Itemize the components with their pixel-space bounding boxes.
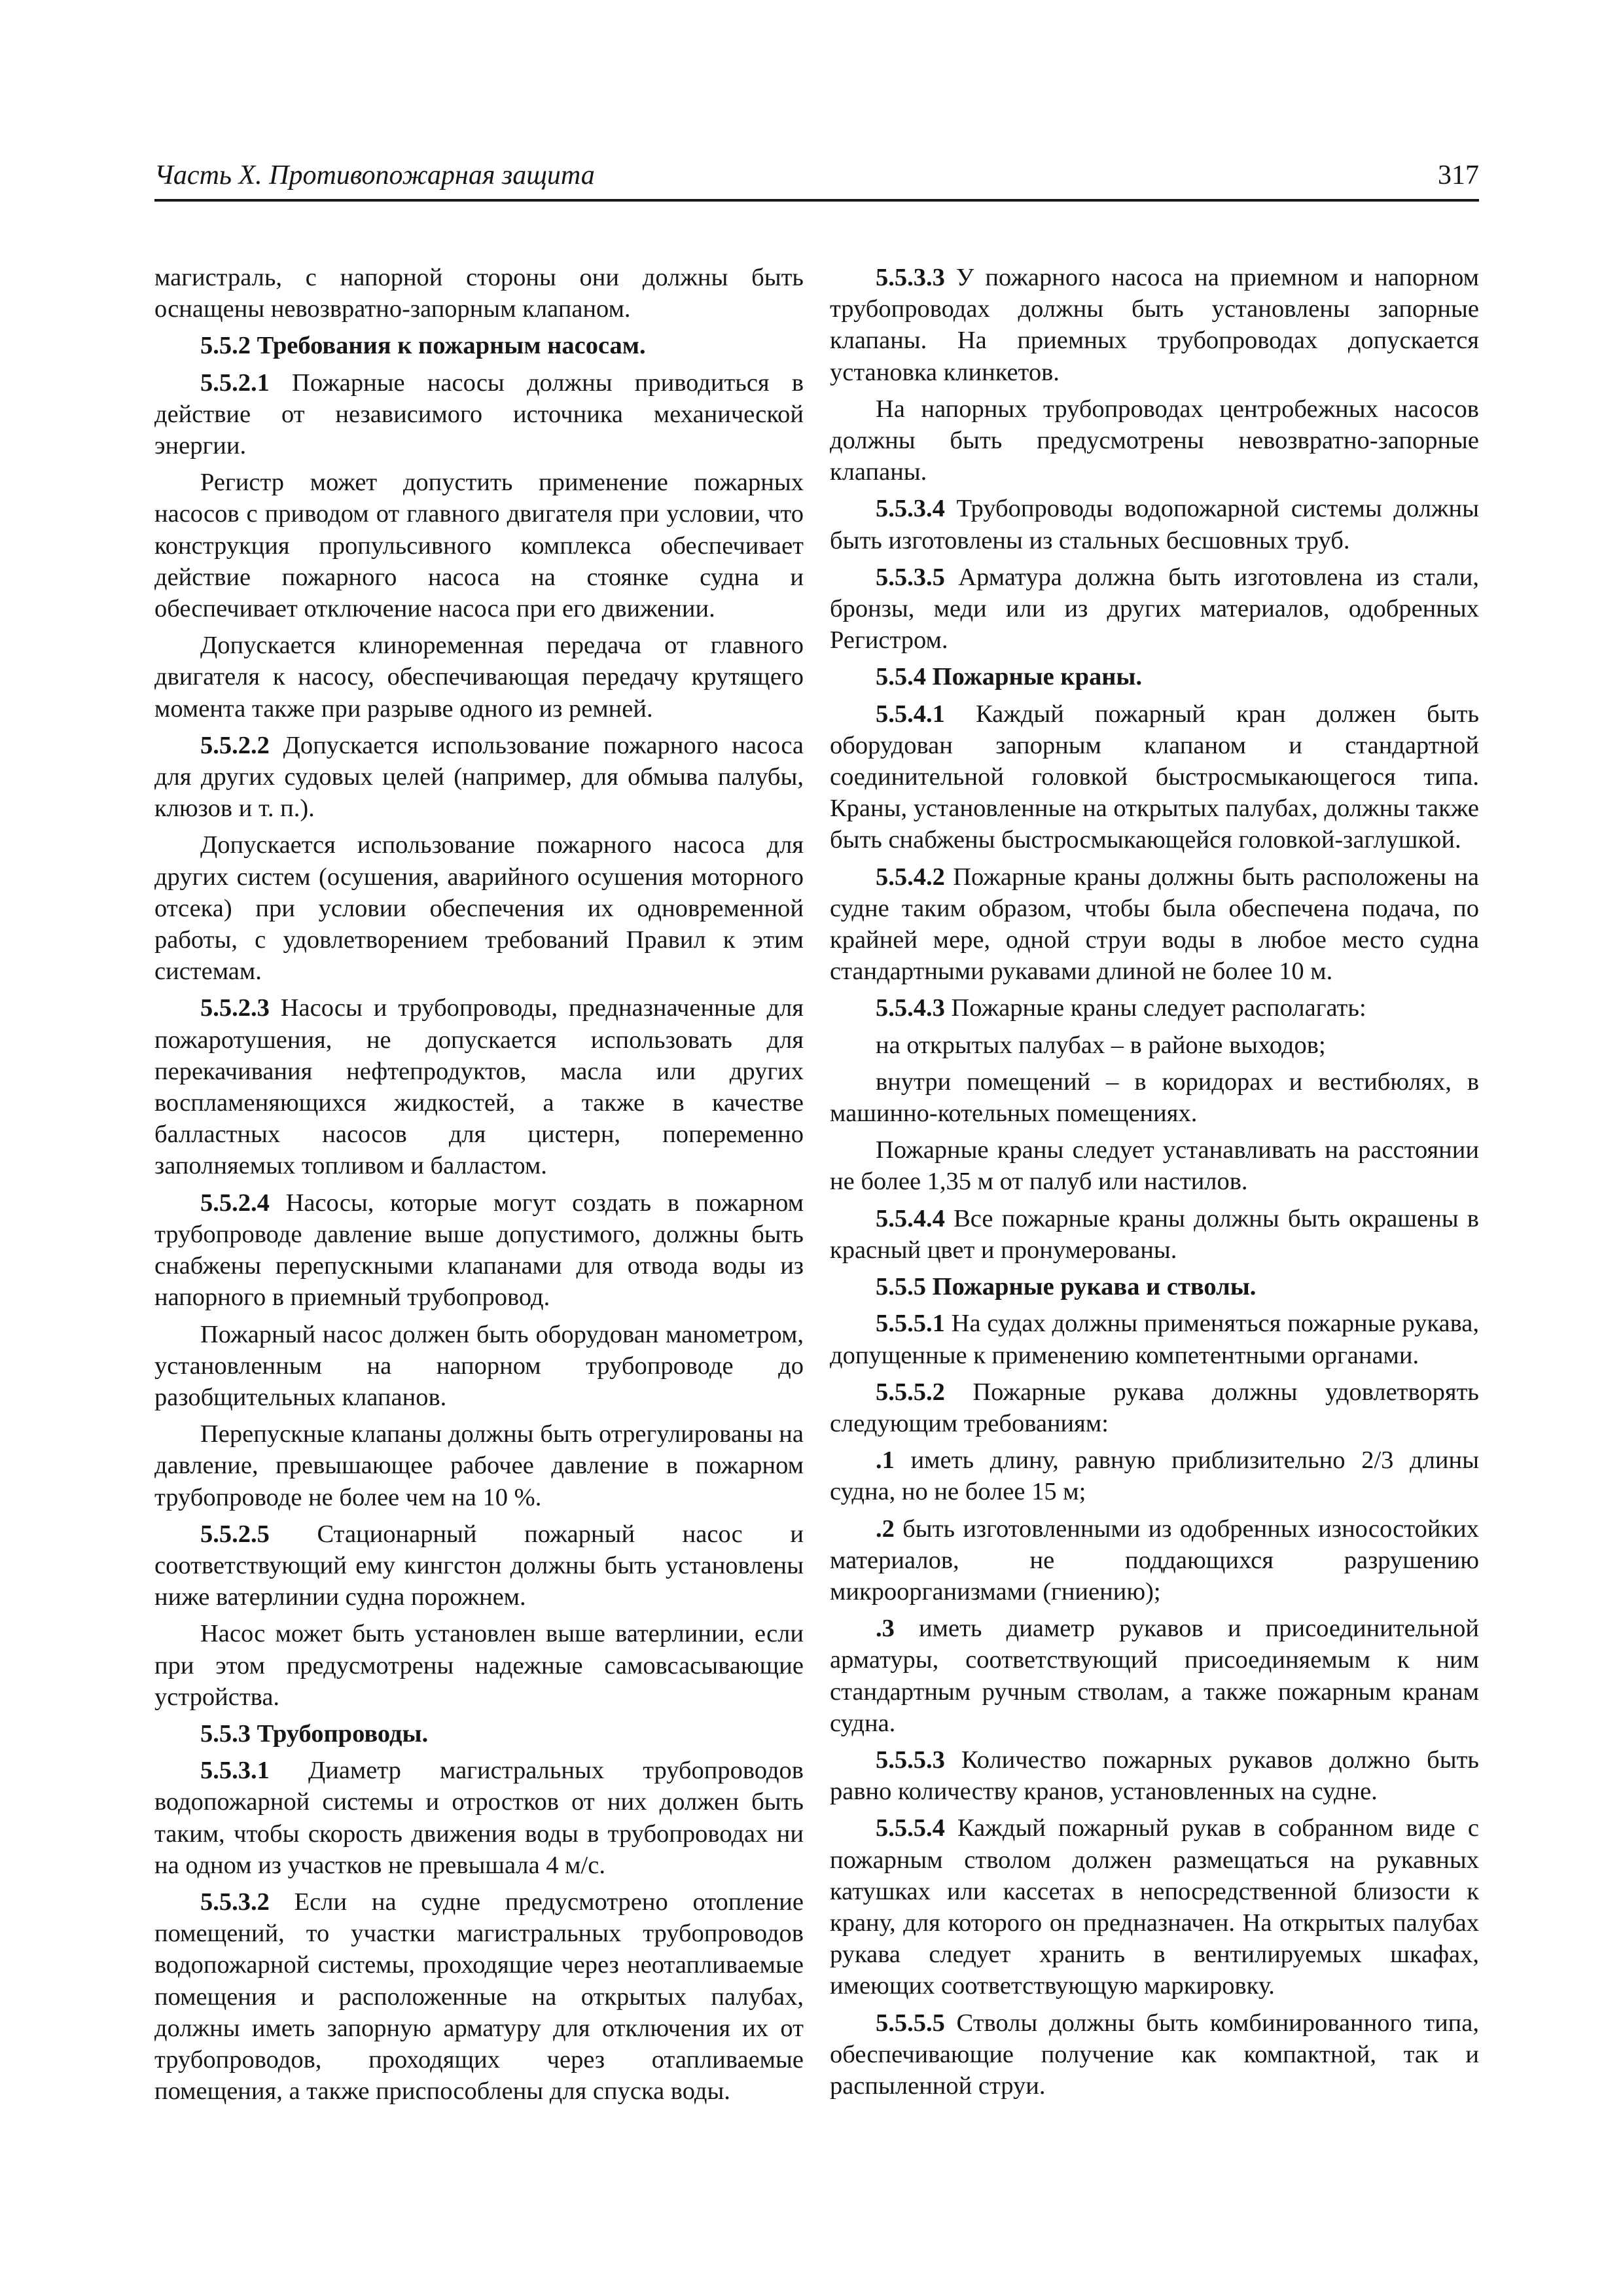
- paragraph-text: Насосы и трубопроводы, предназначенные для пожаротушения, не допускается использовать для перекачивания нефтепродуктов, масла или других воспламеняющихся жидкостей, а также в качестве балластных насосов для цистерн, попеременно заполняемых топливом и балластом.: [154, 994, 804, 1180]
- paragraph-text: Пожарный насос должен быть оборудован манометром, установленным на напорном трубопроводе до разобщительных клапанов.: [154, 1320, 804, 1411]
- clause-number: 5.5.5.4: [876, 1814, 945, 1842]
- clause-number: .3: [876, 1615, 895, 1643]
- page-number: 317: [1438, 160, 1479, 190]
- paragraph: [830, 1066, 1479, 1129]
- paragraph-text: Перепускные клапаны должны быть отрегулированы на давление, превышающее рабочее давление в пожарном трубопроводе не более чем на 10 %.: [154, 1420, 804, 1511]
- paragraph-text: быть изготовленными из одобренных износостойких материалов, не поддающихся разрушению микроорганизмами (гниению);: [830, 1515, 1479, 1605]
- clause-number: 5.5.2.5: [200, 1520, 270, 1548]
- paragraph-text: Если на судне предусмотрено отопление помещений, то участки магистральных трубопроводов водопожарной системы, проходящие через неотапливаемые помещения и расположенные на открытых палубах, должны иметь запорную арматуру для отключения их от трубопроводов, проходящих через отапливаемые помещения, а также приспособлены для спуска воды.: [154, 1888, 804, 2106]
- paragraph-text: Пожарные насосы должны приводиться в действие от независимого источника механической энергии.: [154, 368, 804, 460]
- clause-number: .2: [876, 1515, 895, 1543]
- paragraph: [154, 367, 804, 462]
- paragraph-text: магистраль, с напорной стороны они должны быть оснащены невозвратно-запорным клапаном.: [154, 264, 804, 323]
- paragraph: [830, 262, 1479, 388]
- paragraph-text: Допускается использование пожарного насоса для других систем (осушения, аварийного осушения моторного отсека) при условии обеспечения их одновременной работы, с удовлетворением требований Правил к этим системам.: [154, 831, 804, 986]
- paragraph: [830, 1376, 1479, 1439]
- paragraph: [830, 562, 1479, 656]
- paragraph-text: Стационарный пожарный насос и соответствующий ему кингстон должны быть установлены ниже ватерлинии судна порожнем.: [154, 1520, 804, 1611]
- paragraph: [154, 1755, 804, 1881]
- right-column: [830, 262, 1479, 2107]
- paragraph: [154, 1319, 804, 1414]
- paragraph-text: Количество пожарных рукавов должно быть равно количеству кранов, установленных на судне.: [830, 1746, 1479, 1806]
- paragraph-text: Пожарные краны должны быть расположены на судне таким образом, чтобы была обеспечена подача, по крайней мере, одной струи воды в любое место судна стандартными рукавами длиной не более 10 м.: [830, 863, 1479, 986]
- running-header: [154, 154, 1479, 202]
- paragraph-text: Стволы должны быть комбинированного типа, обеспечивающие получение как компактной, так и распыленной струи.: [830, 2009, 1479, 2100]
- paragraph: [154, 1418, 804, 1513]
- paragraph-text: внутри помещений – в коридорах и вестибюлях, в машинно-котельных помещениях.: [830, 1067, 1479, 1128]
- clause-number: 5.5.2.4: [200, 1189, 270, 1217]
- paragraph: [154, 467, 804, 624]
- clause-number: 5.5.3.2: [200, 1888, 270, 1916]
- paragraph-text: На напорных трубопроводах центробежных насосов должны быть предусмотрены невозвратно-запорные клапаны.: [830, 395, 1479, 486]
- paragraph: [154, 730, 804, 825]
- clause-number: 5.5.5.3: [876, 1746, 945, 1774]
- paragraph: [830, 1513, 1479, 1608]
- clause-number: 5.5.5.2: [876, 1378, 945, 1406]
- paragraph: [154, 630, 804, 725]
- paragraph-text: на открытых палубах – в районе выходов;: [876, 1031, 1326, 1059]
- paragraph: [830, 2007, 1479, 2102]
- clause-number: 5.5.4.2: [876, 863, 945, 891]
- paragraph: [830, 1744, 1479, 1807]
- paragraph-text: Пожарные рукава должны удовлетворять следующим требованиям:: [830, 1378, 1479, 1437]
- paragraph: [830, 1203, 1479, 1266]
- paragraph-text: Пожарные краны следует располагать:: [944, 994, 1366, 1022]
- paragraph: [154, 262, 804, 325]
- paragraph: [830, 861, 1479, 988]
- paragraph-text: Трубопроводы водопожарной системы должны быть изготовлены из стальных бесшовных труб.: [830, 495, 1479, 554]
- paragraph: [830, 393, 1479, 488]
- paragraph: [830, 1444, 1479, 1507]
- paragraph: [830, 493, 1479, 556]
- clause-number: 5.5.3.4: [876, 495, 945, 523]
- paragraph-text: Пожарные краны следует устанавливать на расстоянии не более 1,35 м от палуб или настилов.: [830, 1136, 1479, 1196]
- paragraph-text: Каждый пожарный рукав в собранном виде с пожарным стволом должен размещаться на рукавных катушках или кассетах в непосредственной близости к крану, для которого он предназначен. На открытых палубах рукава следует хранить в вентилируемых шкафах, имеющих соответствующую маркировку.: [830, 1814, 1479, 2000]
- clause-number: 5.5.4.3: [876, 994, 945, 1022]
- clause-number: 5.5.2.3: [200, 994, 270, 1022]
- paragraph-text: У пожарного насоса на приемном и напорном трубопроводах должны быть установлены запорные клапаны. На приемных трубопроводах допускается установка клинкетов.: [830, 264, 1479, 386]
- section-heading: 5.5.3 Трубопроводы.: [200, 1719, 429, 1748]
- paragraph-text: Допускается использование пожарного насоса для других судовых целей (например, для обмыва палубы, клюзов и т. п.).: [154, 731, 804, 823]
- running-title: Часть X. Противопожарная защита: [154, 160, 595, 190]
- paragraph: [830, 1613, 1479, 1739]
- left-column: [154, 262, 804, 2112]
- clause-number: 5.5.4.4: [876, 1204, 945, 1232]
- paragraph: [830, 1308, 1479, 1371]
- clause-number: 5.5.5.1: [876, 1310, 945, 1338]
- clause-number: .1: [876, 1446, 895, 1475]
- paragraph-text: Все пожарные краны должны быть окрашены в красный цвет и пронумерованы.: [830, 1204, 1479, 1264]
- paragraph-text: Насосы, которые могут создать в пожарном трубопроводе давление выше допустимого, должны быть снабжены перепускными клапанами для отвода воды из напорного в приемный трубопровод.: [154, 1189, 804, 1312]
- clause-number: 5.5.3.5: [876, 563, 945, 591]
- clause-number: 5.5.2.1: [200, 368, 270, 397]
- paragraph-text: Диаметр магистральных трубопроводов водопожарной системы и отростков от них должен быть таким, чтобы скорость движения воды в трубопроводах ни на одном из участков не превышала 4 м/с.: [154, 1757, 804, 1879]
- paragraph: [830, 698, 1479, 856]
- paragraph: [830, 1134, 1479, 1197]
- paragraph: [154, 1518, 804, 1613]
- paragraph: [154, 1886, 804, 2107]
- paragraph-text: иметь диаметр рукавов и присоединительной арматуры, соответствующий присоединяемым к ним стандартным ручным стволам, а также пожарным кранам судна.: [830, 1615, 1479, 1737]
- paragraph-text: Насос может быть установлен выше ватерлинии, если при этом предусмотрены надежные самовсасывающие устройства.: [154, 1620, 804, 1711]
- section-heading: 5.5.2 Требования к пожарным насосам.: [200, 332, 646, 360]
- paragraph-text: Арматура должна быть изготовлена из стали, бронзы, меди или из других материалов, одобренных Регистром.: [830, 563, 1479, 655]
- paragraph: [154, 1187, 804, 1314]
- clause-number: 5.5.3.1: [200, 1757, 270, 1785]
- clause-number: 5.5.3.3: [876, 264, 945, 291]
- paragraph-text: иметь длину, равную приблизительно 2/3 длины судна, но не более 15 м;: [830, 1446, 1479, 1506]
- paragraph: [830, 1030, 1479, 1061]
- paragraph-text: На судах должны применяться пожарные рукава, допущенные к применению компетентными органами.: [830, 1310, 1479, 1369]
- paragraph: [154, 829, 804, 987]
- paragraph: [830, 1812, 1479, 2001]
- clause-number: 5.5.5.5: [876, 2009, 945, 2037]
- clause-number: 5.5.4.1: [876, 700, 945, 728]
- paragraph: [154, 992, 804, 1181]
- section-heading: 5.5.4 Пожарные краны.: [876, 663, 1143, 691]
- paragraph: [154, 1618, 804, 1713]
- paragraph-text: Допускается клиноременная передача от главного двигателя к насосу, обеспечивающая передачу крутящего момента также при разрыве одного из ремней.: [154, 632, 804, 723]
- section-heading: 5.5.5 Пожарные рукава и стволы.: [876, 1273, 1257, 1301]
- clause-number: 5.5.2.2: [200, 731, 270, 759]
- paragraph-text: Каждый пожарный кран должен быть оборудован запорным клапаном и стандартной соединительной головкой быстросмыкающегося типа. Краны, установленные на открытых палубах, должны также быть снабжены быстросмыкающейся головкой-заглушкой.: [830, 700, 1480, 854]
- paragraph: [830, 992, 1479, 1024]
- paragraph-text: Регистр может допустить применение пожарных насосов с приводом от главного двигателя при условии, что конструкция пропульсивного комплекса обеспечивает действие пожарного насоса на стоянке судна и обеспечивает отключение насоса при его движении.: [154, 469, 804, 623]
